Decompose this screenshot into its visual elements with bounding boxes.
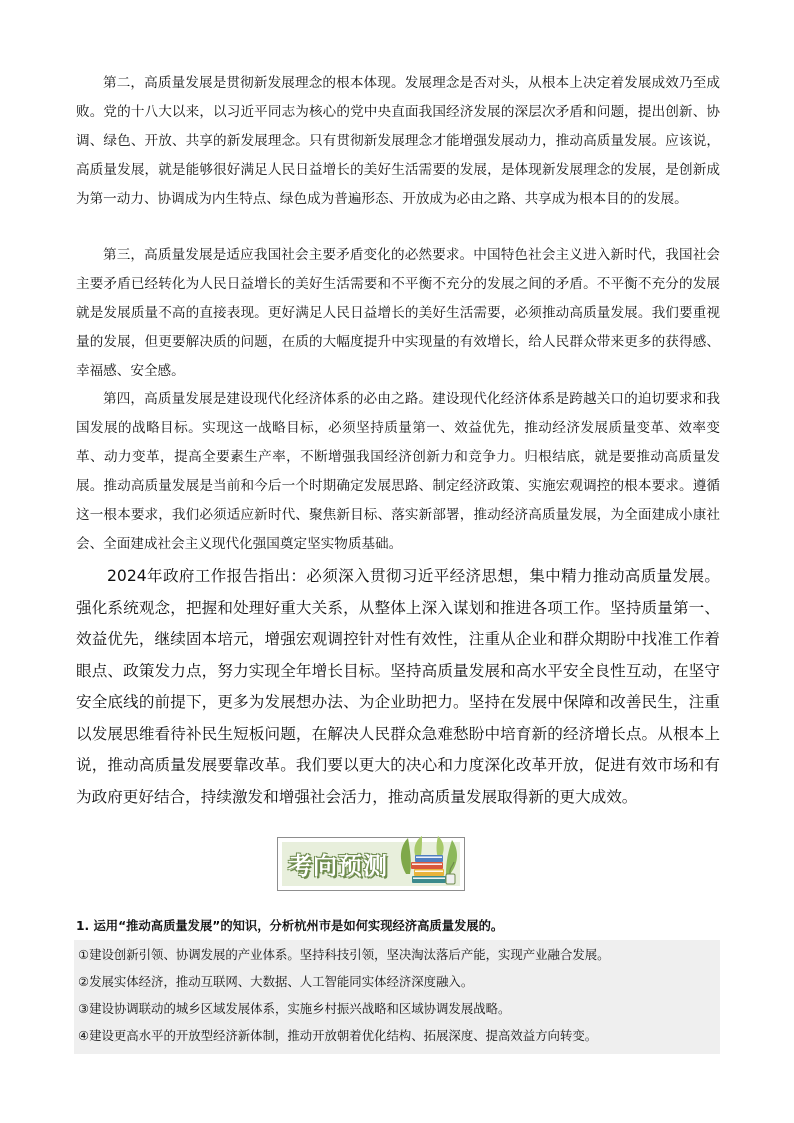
answer-item	[78, 968, 718, 995]
paragraph-government-report: 2024年政府工作报告指出：必须深入贯彻习近平经济思想，集中精力推动高质量发展。强化系统观念，把握和处理好重大关系，从整体上深入谋划和推进各项工作。坚持质量第一、效益优先，继续固本培元，增强宏观调控针对性有效性，注重从企业和群众期盼中找准工作着眼点、政策发力点，努力实现全年增长目标。坚持高质量发展和高水平安全良性互动，在坚守安全底线的前提下，更多为发展想办法、为企业助把力。坚持在发展中保障和改善民生，注重以发展思维看待补民生短板问题，在解决人民群众急难愁盼中培育新的经济增长点。从根本上说，推动高质量发展要靠改革。我们要以更大的决心和力度深化改革开放，促进有效市场和有为政府更好结合，持续激发和增强社会活力，推动高质量发展取得新的更大成效。	[76, 567, 720, 806]
books-plant-icon	[396, 834, 462, 888]
answer-item	[78, 995, 718, 1022]
answer-item	[78, 1022, 718, 1049]
answer-text: 建设协调联动的城乡区域发展体系，实施乡村振兴战略和区域协调发展战略。	[89, 1001, 511, 1016]
answer-number: ①	[78, 947, 90, 962]
answer-text: 建设创新引领、协调发展的产业体系。坚持科技引领，坚决淘汰落后产能，实现产业融合发展。	[89, 947, 610, 962]
section-badge	[277, 837, 465, 891]
answer-item	[78, 941, 718, 968]
answer-number: ②	[78, 974, 90, 989]
answer-text: 发展实体经济，推动互联网、大数据、人工智能同实体经济深度融入。	[89, 974, 474, 989]
paragraph-fourth: 第四，高质量发展是建设现代化经济体系的必由之路。建设现代化经济体系是跨越关口的迫切要求和我国发展的战略目标。实现这一战略目标，必须坚持质量第一、效益优先，推动经济发展质量变革、效率变革、动力变革，提高全要素生产率，不断增强我国经济创新力和竞争力。归根结底，就是要推动高质量发展。推动高质量发展是当前和今后一个时期确定发展思路、制定经济政策、实施宏观调控的根本要求。遵循这一根本要求，我们必须适应新时代、聚焦新目标、落实新部署，推动经济高质量发展，为全面建成小康社会、全面建成社会主义现代化强国奠定坚实物质基础。	[76, 391, 720, 552]
paragraph-second: 第二，高质量发展是贯彻新发展理念的根本体现。发展理念是否对头，从根本上决定着发展成效乃至成败。党的十八大以来，以习近平同志为核心的党中央直面我国经济发展的深层次矛盾和问题，提出创新、协调、绿色、开放、共享的新发展理念。只有贯彻新发展理念才能增强发展动力，推动高质量发展。应该说，高质量发展，就是能够很好满足人民日益增长的美好生活需要的发展，是体现新发展理念的发展，是创新成为第一动力、协调成为内生特点、绿色成为普遍形态、开放成为必由之路、共享成为根本目的的发展。	[76, 75, 720, 207]
badge-title: 考向预测	[288, 852, 388, 880]
answer-number: ③	[78, 1001, 90, 1016]
answer-number: ④	[78, 1028, 90, 1043]
paragraph-third: 第三，高质量发展是适应我国社会主要矛盾变化的必然要求。中国特色社会主义进入新时代，我国社会主要矛盾已经转化为人民日益增长的美好生活需要和不平衡不充分的发展之间的矛盾。不平衡不充分的发展就是发展质量不高的直接表现。更好满足人民日益增长的美好生活需要，必须推动高质量发展。我们要重视量的发展，但更要解决质的问题，在质的大幅度提升中实现量的有效增长，给人民群众带来更多的获得感、幸福感、安全感。	[76, 247, 720, 379]
answer-text: 建设更高水平的开放型经济新体制，推动开放朝着优化结构、拓展深度、提高效益方向转变。	[89, 1028, 598, 1043]
question-heading: 1. 运用“推动高质量发展”的知识，分析杭州市是如何实现经济高质量发展的。	[76, 919, 504, 933]
